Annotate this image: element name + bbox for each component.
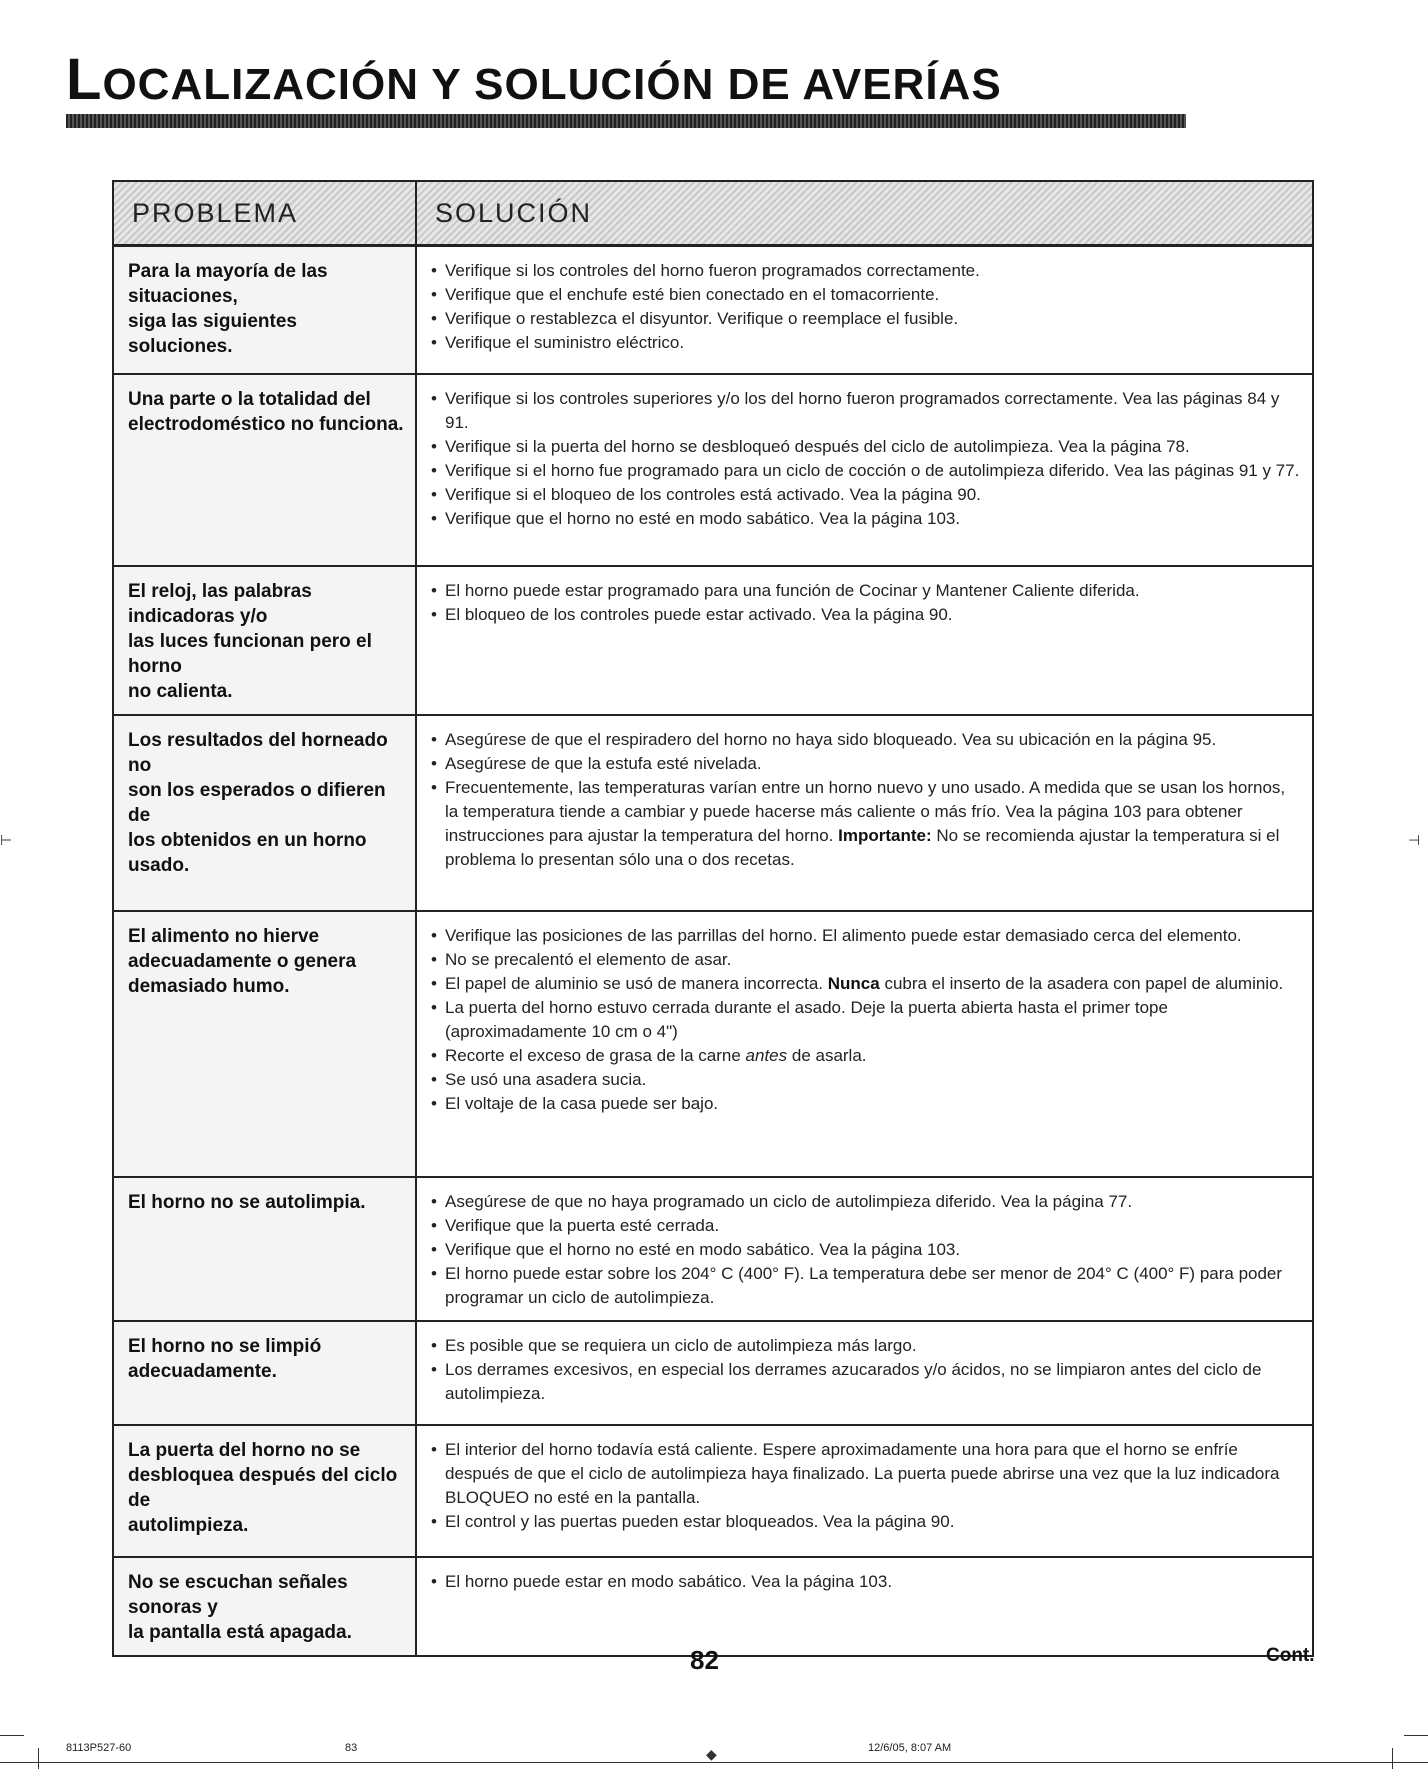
title-rule (66, 114, 1186, 128)
table-row (113, 374, 1313, 566)
problem-cell (113, 1425, 416, 1557)
table-row (113, 715, 1313, 911)
page-title-initial: L (66, 47, 103, 112)
registration-mark-icon: ◆ (706, 1746, 717, 1762)
solution-item: • Verifique si los controles del horno fueron programados correctamente. (431, 259, 1302, 283)
crop-mark (1404, 1735, 1428, 1736)
solution-item: • Verifique el suministro eléctrico. (431, 331, 1302, 355)
problem-line: la pantalla está apagada. (128, 1621, 352, 1643)
solution-item: • Se usó una asadera sucia. (431, 1068, 1302, 1092)
problem-line: autolimpieza. (128, 1514, 249, 1536)
solution-item: • Verifique que el enchufe esté bien conectado en el tomacorriente. (431, 283, 1302, 307)
problem-cell (113, 715, 416, 911)
solution-item: • El bloqueo de los controles puede estar activado. Vea la página 90. (431, 603, 1302, 627)
warning-label: Nunca (827, 973, 880, 993)
crop-mark (0, 1735, 24, 1736)
problem-cell (113, 246, 416, 374)
solution-item: • Verifique si el horno fue programado para un ciclo de cocción o de autolimpieza diferido. Vea las páginas 91 y 77. (431, 459, 1302, 483)
problem-line: El horno no se autolimpia. (128, 1191, 366, 1213)
page-title-rest: OCALIZACIÓN Y SOLUCIÓN DE AVERÍAS (102, 60, 1002, 109)
solution-item (431, 776, 1302, 872)
solution-cell (416, 374, 1313, 566)
solution-text: No se recomienda ajustar la temperatura si el problema lo presentan sólo una o dos recetas. (445, 825, 1280, 869)
solution-cell (416, 715, 1313, 911)
problem-line: No se escuchan señales sonoras y (128, 1571, 348, 1618)
problem-cell (113, 566, 416, 715)
table-row (113, 1321, 1313, 1425)
problem-cell (113, 1557, 416, 1656)
problem-line: los obtenidos en un horno usado. (128, 829, 367, 876)
solution-item: • Los derrames excesivos, en especial los derrames azucarados y/o ácidos, no se limpiaron antes del ciclo de autolimpieza. (431, 1358, 1302, 1406)
problem-line: son los esperados o difieren de (128, 779, 386, 826)
problem-line: Los resultados del horneado no (128, 729, 388, 776)
problem-line: siga las siguientes soluciones. (128, 311, 297, 357)
footer-timestamp: 12/6/05, 8:07 AM (868, 1742, 952, 1754)
solution-item: • El interior del horno todavía está caliente. Espere aproximadamente una hora para que el horno se enfríe después de que el ciclo de autolimpieza haya finalizado. La puerta puede abrirse una vez que la luz indicadora BLOQUEO no esté en la pantalla. (431, 1438, 1302, 1510)
continued-label: Cont. (1266, 1645, 1315, 1666)
solution-cell (416, 566, 1313, 715)
solution-cell (416, 1425, 1313, 1557)
problem-line: electrodoméstico no funciona. (128, 413, 404, 435)
problem-line: demasiado humo. (128, 975, 290, 997)
important-label: Importante: (838, 825, 932, 845)
table-row (113, 566, 1313, 715)
solution-item: • El control y las puertas pueden estar bloqueados. Vea la página 90. (431, 1510, 1302, 1534)
problem-line: El horno no se limpió (128, 1335, 322, 1357)
table-row (113, 1425, 1313, 1557)
problem-line: adecuadamente o genera (128, 950, 357, 972)
problem-line: adecuadamente. (128, 1360, 277, 1382)
solution-item: • Verifique si el bloqueo de los controles está activado. Vea la página 90. (431, 483, 1302, 507)
problem-cell (113, 1321, 416, 1425)
footer-sheet: 83 (345, 1742, 358, 1754)
solution-cell (416, 911, 1313, 1177)
solution-text: cubra el inserto de la asadera con papel de aluminio. (884, 973, 1284, 993)
table-row (113, 246, 1313, 374)
solution-item: • El horno puede estar en modo sabático. Vea la página 103. (431, 1570, 1302, 1594)
solution-cell (416, 1321, 1313, 1425)
solution-item: • No se precalentó el elemento de asar. (431, 948, 1302, 972)
page-number: 82 (690, 1645, 719, 1675)
solution-text: Recorte el exceso de grasa de la carne (445, 1045, 741, 1065)
crop-mark (38, 1748, 39, 1769)
table-row (113, 911, 1313, 1177)
problem-line: desbloquea después del ciclo de (128, 1464, 398, 1511)
solution-cell (416, 1557, 1313, 1656)
solution-item: • Asegúrese de que el respiradero del horno no haya sido bloqueado. Vea su ubicación en la página 95. (431, 728, 1302, 752)
solution-item (431, 972, 1302, 996)
solution-item: • Verifique que la puerta esté cerrada. (431, 1214, 1302, 1238)
table-row (113, 1557, 1313, 1656)
solution-item: • Es posible que se requiera un ciclo de autolimpieza más largo. (431, 1334, 1302, 1358)
problem-line: las luces funcionan pero el horno (128, 630, 372, 677)
problem-line: Una parte o la totalidad del (128, 388, 371, 410)
registration-mark-icon: ⊢ (0, 832, 13, 848)
page-title (66, 47, 1186, 115)
solution-item: • Verifique si los controles superiores y/o los del horno fueron programados correctamente. Vea las páginas 84 y 91. (431, 387, 1302, 435)
solution-item: • El horno puede estar programado para una función de Cocinar y Mantener Caliente diferida. (431, 579, 1302, 603)
crop-mark (1392, 1748, 1393, 1769)
solution-item: • La puerta del horno estuvo cerrada durante el asado. Deje la puerta abierta hasta el primer tope (aproximadamente 10 cm o 4") (431, 996, 1302, 1044)
solution-item: • Verifique o restablezca el disyuntor. Verifique o reemplace el fusible. (431, 307, 1302, 331)
problem-line: Para la mayoría de las situaciones, (128, 261, 328, 307)
solution-text: El papel de aluminio se usó de manera incorrecta. (445, 973, 823, 993)
solution-text: de asarla. (791, 1045, 867, 1065)
troubleshooting-table (112, 180, 1314, 1657)
solution-item: • Verifique si la puerta del horno se desbloqueó después del ciclo de autolimpieza. Vea la página 78. (431, 435, 1302, 459)
solution-item: • El voltaje de la casa puede ser bajo. (431, 1092, 1302, 1116)
solution-item: • Asegúrese de que la estufa esté nivelada. (431, 752, 1302, 776)
print-slug-line (0, 1762, 1428, 1763)
problem-line: La puerta del horno no se (128, 1439, 361, 1461)
problem-line: no calienta. (128, 680, 233, 702)
solution-cell (416, 246, 1313, 374)
registration-mark-icon: ⊣ (1408, 832, 1421, 848)
table-row (113, 1177, 1313, 1321)
solution-item: • Verifique que el horno no esté en modo sabático. Vea la página 103. (431, 1238, 1302, 1262)
problem-cell (113, 374, 416, 566)
header-solution: SOLUCIÓN (416, 181, 1313, 246)
solution-item: • Verifique las posiciones de las parrillas del horno. El alimento puede estar demasiado cerca del elemento. (431, 924, 1302, 948)
solution-item: • Verifique que el horno no esté en modo sabático. Vea la página 103. (431, 507, 1302, 531)
problem-line: El reloj, las palabras indicadoras y/o (128, 580, 312, 627)
solution-item: • Asegúrese de que no haya programado un ciclo de autolimpieza diferido. Vea la página 77. (431, 1190, 1302, 1214)
footer-code: 8113P527-60 (66, 1742, 132, 1754)
table-header-row (113, 181, 1313, 246)
solution-cell (416, 1177, 1313, 1321)
problem-cell (113, 1177, 416, 1321)
solution-item: • El horno puede estar sobre los 204° C (400° F). La temperatura debe ser menor de 204° C (400° F) para poder programar un ciclo de autolimpieza. (431, 1262, 1302, 1310)
problem-cell (113, 911, 416, 1177)
header-problem: PROBLEMA (113, 181, 416, 246)
solution-item (431, 1044, 1302, 1068)
problem-line: El alimento no hierve (128, 925, 320, 947)
solution-text: Frecuentemente, las temperaturas varían entre un horno nuevo y uno usado. A medida que se usan los hornos, la temperatura tiende a cambiar y puede hacerse más caliente o más frío. Vea la página 103 para obtener instrucciones para ajustar la temperatura del horno. (445, 777, 1286, 845)
emphasis-text: antes (745, 1045, 788, 1065)
